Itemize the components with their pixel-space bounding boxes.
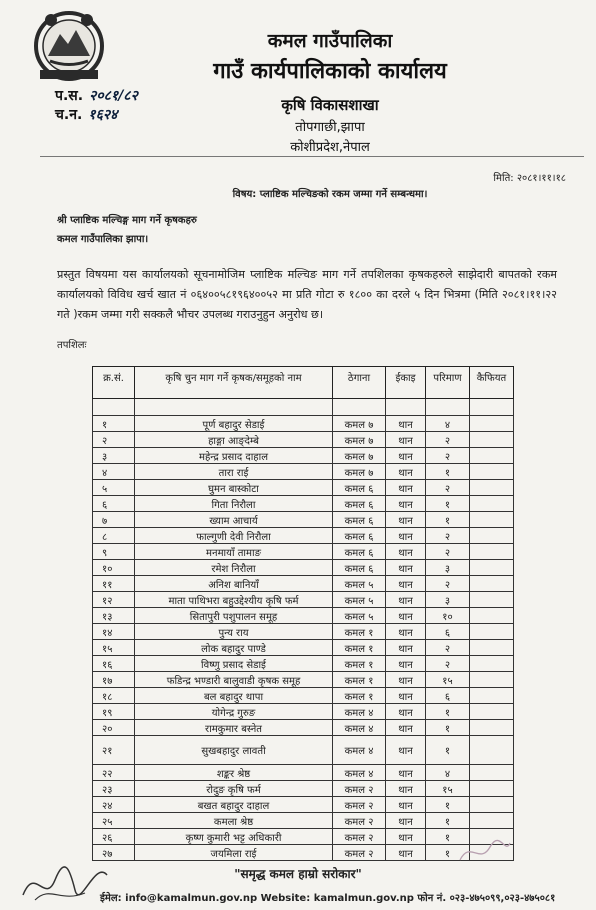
ps-value: २०८१/८२ <box>89 88 138 104</box>
cell-remark <box>470 464 514 480</box>
cell-qty: १ <box>426 720 470 736</box>
cell-qty: १ <box>426 496 470 512</box>
recipient-line-2: कमल गाउँपालिका झापा। <box>57 234 149 245</box>
cell-addr: कमल १ <box>333 640 386 656</box>
cell-remark <box>470 496 514 512</box>
letter-body: प्रस्तुत विषयमा यस कार्यालयको सूचनामोजिम प्लाष्टिक मल्चिङ माग गर्ने तपशिलका कृषकहरुले साझेदारी बापतको रकम कार्यालयको विविध खर्च खात नं ०६४००५८१९६४००५२ मा प्रति गोटा रु १८०० का दरले ५ दिन भित्रमा (मिति २०८१।११।२२ गते )रकम जम्मा गरी सक्कलै भौचर उपलब्ध गराउनुहुन अनुरोध छ। <box>57 268 557 321</box>
cell-remark <box>470 656 514 672</box>
cell-unit: थान <box>386 704 426 720</box>
cell-remark <box>470 688 514 704</box>
cell-unit: थान <box>386 813 426 829</box>
header-name: कृषि चुन माग गर्ने कृषक/समूहको नाम <box>135 367 333 399</box>
cell-remark <box>470 781 514 797</box>
cell-remark <box>470 512 514 528</box>
cell-name: सितापुरी पशुपालन समूह <box>135 608 333 624</box>
cell-addr: कमल १ <box>333 624 386 640</box>
table-row <box>93 704 514 720</box>
table-row <box>93 432 514 448</box>
cell-unit: थान <box>386 544 426 560</box>
cell-addr: कमल ४ <box>333 720 386 736</box>
cell-name: योगेन्द्र गुरुङ <box>135 704 333 720</box>
cell-qty: १ <box>426 845 470 861</box>
cell-name: विष्णु प्रसाद सेडाई <box>135 656 333 672</box>
cell-addr: कमल ६ <box>333 528 386 544</box>
cell-addr: कमल ६ <box>333 496 386 512</box>
list-label: तपशिलः <box>57 340 87 351</box>
cell-sn: २४ <box>93 797 135 813</box>
farmer-table <box>92 366 514 861</box>
cell-addr: कमल ५ <box>333 576 386 592</box>
cell-qty: २ <box>426 432 470 448</box>
cell-addr: कमल २ <box>333 813 386 829</box>
cell-qty: १ <box>426 736 470 765</box>
cn-label: च.न. <box>55 107 83 123</box>
cell-remark <box>470 544 514 560</box>
table-row <box>93 496 514 512</box>
table-row <box>93 480 514 496</box>
table-row <box>93 781 514 797</box>
cell-sn: १५ <box>93 640 135 656</box>
cell-unit: थान <box>386 720 426 736</box>
cell-remark <box>470 672 514 688</box>
cell-addr: कमल १ <box>333 688 386 704</box>
location-line: तोपगाछी,झापा <box>295 120 365 135</box>
cell-remark <box>470 480 514 496</box>
cell-remark <box>470 528 514 544</box>
cell-qty: १ <box>426 829 470 845</box>
cell-sn: ५ <box>93 480 135 496</box>
cell-name: रमेश निरौला <box>135 560 333 576</box>
header-address: ठेगाना <box>333 367 386 399</box>
cell-addr: कमल २ <box>333 797 386 813</box>
cell-qty: २ <box>426 528 470 544</box>
cell-unit: थान <box>386 592 426 608</box>
recipient-line-1: श्री प्लाष्टिक मल्चिङ्ग माग गर्ने कृषकहरु <box>57 215 197 226</box>
cell-addr: कमल ४ <box>333 765 386 781</box>
cell-unit: थान <box>386 464 426 480</box>
cell-qty: २ <box>426 640 470 656</box>
cell-qty: ४ <box>426 416 470 432</box>
cn-value: १६२४ <box>88 107 118 123</box>
cell-sn: ३ <box>93 448 135 464</box>
cell-addr: कमल २ <box>333 829 386 845</box>
cell-addr: कमल ७ <box>333 416 386 432</box>
cell-unit: थान <box>386 797 426 813</box>
cell-unit: थान <box>386 416 426 432</box>
section-name: कृषि विकासशाखा <box>281 96 379 114</box>
cell-qty: २ <box>426 576 470 592</box>
cell-addr: कमल १ <box>333 656 386 672</box>
cell-qty: ६ <box>426 624 470 640</box>
cell-remark <box>470 624 514 640</box>
cell-sn: २ <box>93 432 135 448</box>
cell-name: कमला श्रेष्ठ <box>135 813 333 829</box>
cell-sn: ४ <box>93 464 135 480</box>
cell-remark <box>470 797 514 813</box>
table-row <box>93 845 514 861</box>
cell-sn: २१ <box>93 736 135 765</box>
cell-unit: थान <box>386 672 426 688</box>
cell-unit: थान <box>386 845 426 861</box>
table-row <box>93 464 514 480</box>
cell-addr: कमल ७ <box>333 464 386 480</box>
table-row <box>93 560 514 576</box>
cell-name: बल बहादुर थापा <box>135 688 333 704</box>
cell-name: फाल्गुणी देवी निरौला <box>135 528 333 544</box>
cell-qty: ४ <box>426 765 470 781</box>
header-unit: ईकाइ <box>386 367 426 399</box>
table-header-row <box>93 367 514 399</box>
cell-unit: थान <box>386 608 426 624</box>
cell-name: अनिश बानियाँ <box>135 576 333 592</box>
cell-sn: २० <box>93 720 135 736</box>
cell-sn: १९ <box>93 704 135 720</box>
cell-unit: थान <box>386 432 426 448</box>
cell-remark <box>470 765 514 781</box>
cell-unit: थान <box>386 781 426 797</box>
cell-remark <box>470 720 514 736</box>
cell-unit: थान <box>386 736 426 765</box>
table-row <box>93 640 514 656</box>
cell-name: हाङ्गा आङ्देम्बे <box>135 432 333 448</box>
cell-unit: थान <box>386 829 426 845</box>
cell-remark <box>470 576 514 592</box>
table-row <box>93 656 514 672</box>
cell-name: जयमिला राई <box>135 845 333 861</box>
reference-block <box>55 87 138 125</box>
cell-remark <box>470 448 514 464</box>
cell-name: महेन्द्र प्रसाद दाहाल <box>135 448 333 464</box>
cell-unit: थान <box>386 560 426 576</box>
cell-addr: कमल ६ <box>333 512 386 528</box>
cell-sn: १४ <box>93 624 135 640</box>
header-divider <box>40 156 584 157</box>
cell-qty: १ <box>426 813 470 829</box>
cell-addr: कमल ७ <box>333 432 386 448</box>
table-row <box>93 829 514 845</box>
cell-qty: ६ <box>426 688 470 704</box>
province-line: कोशीप्रदेश,नेपाल <box>290 140 370 155</box>
cell-unit: थान <box>386 765 426 781</box>
cell-qty: १५ <box>426 672 470 688</box>
cell-qty: १० <box>426 608 470 624</box>
cell-sn: २७ <box>93 845 135 861</box>
cell-addr: कमल ४ <box>333 704 386 720</box>
cell-sn: ७ <box>93 512 135 528</box>
table-row <box>93 416 514 432</box>
cell-name: घुमन बास्कोटा <box>135 480 333 496</box>
cell-qty: १ <box>426 704 470 720</box>
cell-name: फडिन्द्र भण्डारी बालुवाडी कृषक समूह <box>135 672 333 688</box>
table-row <box>93 624 514 640</box>
cell-addr: कमल ६ <box>333 480 386 496</box>
table-row <box>93 544 514 560</box>
letter-date: मिति: २०८१।११।१८ <box>493 173 566 184</box>
cell-unit: थान <box>386 496 426 512</box>
table-row <box>93 813 514 829</box>
cell-sn: २३ <box>93 781 135 797</box>
table-row <box>93 528 514 544</box>
cell-name: शङ्कर श्रेष्ठ <box>135 765 333 781</box>
cell-unit: थान <box>386 688 426 704</box>
cell-qty: १ <box>426 464 470 480</box>
cell-sn: ११ <box>93 576 135 592</box>
cell-sn: १६ <box>93 656 135 672</box>
ps-label: प.स. <box>55 88 84 104</box>
cell-unit: थान <box>386 640 426 656</box>
cell-name: तारा राई <box>135 464 333 480</box>
cell-remark <box>470 608 514 624</box>
cell-qty: २ <box>426 656 470 672</box>
cell-name: मनमायाँ तामाङ <box>135 544 333 560</box>
cell-name: कृष्ण कुमारी भट्ट अधिकारी <box>135 829 333 845</box>
cell-sn: ६ <box>93 496 135 512</box>
cell-qty: २ <box>426 544 470 560</box>
cell-name: लोक बहादुर पाण्डे <box>135 640 333 656</box>
cell-name: ख्याम आचार्य <box>135 512 333 528</box>
cell-addr: कमल २ <box>333 845 386 861</box>
blank-row <box>93 399 514 416</box>
cell-remark <box>470 432 514 448</box>
cell-sn: १७ <box>93 672 135 688</box>
cell-remark <box>470 592 514 608</box>
cell-sn: ९ <box>93 544 135 560</box>
table-row <box>93 720 514 736</box>
cell-qty: २ <box>426 448 470 464</box>
cell-addr: कमल ५ <box>333 608 386 624</box>
cell-unit: थान <box>386 512 426 528</box>
footer-slogan: "समृद्ध कमल हाम्रो सरोकार" <box>234 867 362 881</box>
footer-contact: ईमेल: info@kamalmun.gov.np Website: kamalmun.gov.np फोन नं. ०२३-४७५०९९,०२३-४७५०८१ <box>100 893 556 904</box>
cell-addr: कमल ४ <box>333 736 386 765</box>
cell-name: पूर्ण बहादुर सेडाई <box>135 416 333 432</box>
cell-sn: १२ <box>93 592 135 608</box>
cell-sn: २२ <box>93 765 135 781</box>
cell-remark <box>470 813 514 829</box>
header-remark: कैफियत <box>470 367 514 399</box>
cell-qty: १५ <box>426 781 470 797</box>
table-row <box>93 736 514 765</box>
cell-name: पुन्य राय <box>135 624 333 640</box>
header-sn: क्र.सं. <box>93 367 135 399</box>
cell-remark <box>470 736 514 765</box>
cell-unit: थान <box>386 576 426 592</box>
cell-sn: १ <box>93 416 135 432</box>
cell-name: माता पाथिभरा बहुउद्देश्यीय कृषि फर्म <box>135 592 333 608</box>
table-row <box>93 608 514 624</box>
cell-remark <box>470 416 514 432</box>
nepal-emblem-icon <box>30 8 108 83</box>
cell-sn: २५ <box>93 813 135 829</box>
cell-remark <box>470 560 514 576</box>
cell-qty: १ <box>426 797 470 813</box>
cell-addr: कमल ६ <box>333 544 386 560</box>
cell-unit: थान <box>386 656 426 672</box>
table-row <box>93 592 514 608</box>
cell-unit: थान <box>386 448 426 464</box>
cell-unit: थान <box>386 528 426 544</box>
table-row <box>93 672 514 688</box>
cell-unit: थान <box>386 480 426 496</box>
table-row <box>93 797 514 813</box>
cell-name: बखत बहादुर दाहाल <box>135 797 333 813</box>
cell-remark <box>470 640 514 656</box>
cell-addr: कमल ७ <box>333 448 386 464</box>
cell-qty: ३ <box>426 560 470 576</box>
cell-remark <box>470 704 514 720</box>
table-row <box>93 448 514 464</box>
municipality-name: कमल गाउँपालिका <box>267 30 393 52</box>
cell-sn: १३ <box>93 608 135 624</box>
cell-qty: ३ <box>426 592 470 608</box>
office-name: गाउँ कार्यपालिकाको कार्यालय <box>213 59 447 84</box>
table-row <box>93 512 514 528</box>
table-row <box>93 688 514 704</box>
table-row <box>93 576 514 592</box>
cell-name: सुखबहादुर लावती <box>135 736 333 765</box>
header-quantity: परिमाण <box>426 367 470 399</box>
cell-name: रामकुमार बस्नेत <box>135 720 333 736</box>
cell-sn: २६ <box>93 829 135 845</box>
cell-sn: १८ <box>93 688 135 704</box>
cell-addr: कमल ६ <box>333 560 386 576</box>
cell-addr: कमल १ <box>333 672 386 688</box>
cell-addr: कमल ५ <box>333 592 386 608</box>
cell-sn: १० <box>93 560 135 576</box>
table-row <box>93 765 514 781</box>
cell-qty: २ <box>426 480 470 496</box>
subject-line: विषय: प्लाष्टिक मल्चिङको रकम जम्मा गर्ने सम्बन्धमा। <box>232 189 428 200</box>
cell-sn: ८ <box>93 528 135 544</box>
cell-name: रोदुङ कृषि फर्म <box>135 781 333 797</box>
cell-unit: थान <box>386 624 426 640</box>
cell-qty: १ <box>426 512 470 528</box>
cell-addr: कमल २ <box>333 781 386 797</box>
cell-name: गिता निरौला <box>135 496 333 512</box>
